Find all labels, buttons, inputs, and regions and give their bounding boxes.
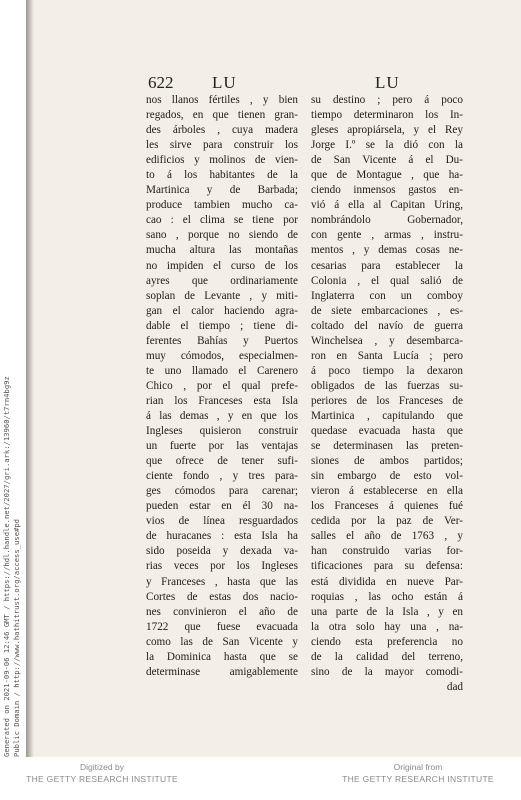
- text-line: Chico , por el qual prefe-: [146, 379, 298, 392]
- text-line: siones de ambos partidos;: [311, 455, 463, 468]
- text-line: obligados de las fuerzas su-: [311, 379, 463, 392]
- text-line: 1722 que fuese evacuada: [146, 620, 298, 633]
- text-line: que de Montague , que ha-: [311, 169, 463, 182]
- text-line: dad: [446, 680, 463, 693]
- text-line: cao : el clima se tiene por: [146, 214, 298, 227]
- text-line: nos llanos fértiles , y bien: [146, 94, 298, 106]
- text-line: vieron á establecerse en ella: [311, 485, 463, 498]
- text-line: edificios y molinos de vien-: [146, 154, 298, 167]
- running-head-right: LU: [375, 73, 400, 92]
- text-line: Inglaterra con un comboy: [311, 289, 463, 302]
- text-line: gleses apropiársela, y el Rey: [311, 124, 463, 137]
- text-line: les sirve para construir los: [146, 139, 298, 152]
- text-line: Martinica y de Barbada;: [146, 184, 298, 197]
- text-line: sino de la mayor comodi-: [311, 665, 463, 678]
- text-line: de la calidad del terreno,: [311, 650, 463, 663]
- text-line: Jorge I.º se la dió con la: [311, 139, 463, 152]
- text-line: periores de los Franceses de: [311, 394, 463, 407]
- text-line: to á los habitantes de la: [146, 169, 298, 182]
- text-line: Colonia , el qual salió de: [311, 274, 463, 287]
- text-line: con gente , armas , instru-: [311, 229, 463, 242]
- text-line: rian los Franceses esta Isla: [146, 394, 298, 407]
- text-line: gan el calor haciendo agra-: [146, 304, 298, 317]
- text-line: un fuerte por las ventajas: [146, 440, 298, 453]
- footer-original-from: [318, 762, 518, 785]
- text-line: dable el tiempo ; tiene di-: [146, 319, 298, 332]
- text-line: los Franceses á quienes fué: [311, 500, 463, 513]
- stamp-line-2: Public Domain / http://www.hathitrust.org/access_use#pd: [12, 519, 21, 757]
- text-line: ciente fondo , y tres para-: [146, 470, 298, 483]
- text-line: cesarias para establecer la: [311, 259, 463, 272]
- text-line: mentos , y demas cosas ne-: [311, 244, 463, 257]
- text-line: produce tambien mucho ca-: [146, 199, 298, 212]
- text-line: se determinasen las preten-: [311, 440, 463, 453]
- text-line: no impiden el curso de los: [146, 259, 298, 272]
- text-line: nes convinieron el año de: [146, 605, 298, 618]
- text-line: Ingleses quisieron construir: [146, 425, 298, 438]
- text-line: á poco tiempo la dexaron: [311, 364, 463, 377]
- left-text-column: [146, 93, 298, 680]
- text-line: Cortes de estas dos nacio-: [146, 590, 298, 603]
- stamp-line-1: Generated on 2021-09-06 12:46 GMT / https://hdl.handle.net/2027/gri.ark:/13960/t7rn4bg9z: [2, 376, 11, 757]
- text-line: han construido varias for-: [311, 545, 463, 558]
- text-line: nombrándolo Gobernador,: [311, 214, 463, 227]
- text-line: te uno llamado el Carenero: [146, 364, 298, 377]
- text-line: ciendo esta preferencia no: [311, 635, 463, 648]
- running-header: [148, 73, 448, 95]
- footer-original-label: Original from: [393, 762, 443, 772]
- text-line: sido poseida y dexada va-: [146, 545, 298, 558]
- text-line: pueden estar en él 30 na-: [146, 500, 298, 513]
- text-line: la Dominica hasta que se: [146, 650, 298, 663]
- generation-stamp: [2, 297, 22, 757]
- text-line: roquias , las ocho están á: [311, 590, 463, 603]
- text-line: una parte de la Isla , y en: [311, 605, 463, 618]
- text-line: soplan de Levante , y miti-: [146, 289, 298, 302]
- text-line: de siete embarcaciones , es-: [311, 304, 463, 317]
- text-line: quedase evacuada hasta que: [311, 425, 463, 438]
- text-line: sano , porque no siendo de: [146, 229, 298, 242]
- text-line: ayres que ordinariamente: [146, 274, 298, 287]
- text-line: tificaciones para su defensa:: [311, 560, 463, 573]
- page-number: 622: [148, 73, 174, 92]
- footer-original-institution: THE GETTY RESEARCH INSTITUTE: [342, 774, 494, 784]
- text-line: como las de San Vicente y: [146, 635, 298, 648]
- text-line: salles el año de 1763 , y: [311, 530, 463, 543]
- text-line: Martinica , capitulando que: [311, 409, 463, 422]
- text-line: mucha altura las montañas: [146, 244, 298, 257]
- text-line: des árboles , cuya madera: [146, 124, 298, 137]
- text-line: determinase amigablemente: [146, 665, 298, 678]
- running-head-left: LU: [212, 73, 237, 92]
- text-line: y Franceses , hasta que las: [146, 575, 298, 588]
- text-line: rias veces por los Ingleses: [146, 560, 298, 573]
- text-line: regados, en que tienen gran-: [146, 109, 298, 122]
- text-line: vios de línea resguardados: [146, 515, 298, 528]
- text-line: ron en Santa Lucía ; pero: [311, 349, 463, 362]
- right-text-column: [311, 93, 463, 695]
- text-line: está dividida en nueve Par-: [311, 575, 463, 588]
- text-line: Winchelsea , y desembarca-: [311, 334, 463, 347]
- text-line: ges cómodos para carenar;: [146, 485, 298, 498]
- text-line: que ofrece de tener sufi-: [146, 455, 298, 468]
- text-line: sin embargo de esto vol-: [311, 470, 463, 483]
- text-line: muy cómodos, especialmen-: [146, 349, 298, 362]
- text-line: cedida por la paz de Ver-: [311, 515, 463, 528]
- text-line: á las demas , y en que los: [146, 409, 298, 422]
- footer: [0, 762, 521, 800]
- page-gutter-shadow: [26, 0, 34, 757]
- text-line: coltado del navío de guerra: [311, 319, 463, 332]
- text-line: ciendo inmensos gastos en-: [311, 184, 463, 197]
- text-line: ferentes Bahías y Puertos: [146, 334, 298, 347]
- text-line: de huracanes : esta Isla ha: [146, 530, 298, 543]
- text-line: de San Vicente á el Du-: [311, 154, 463, 167]
- text-line: tiempo determinaron los In-: [311, 109, 463, 122]
- text-line: vió á ella al Capitan Uring,: [311, 199, 463, 212]
- text-line: su destino ; pero á poco: [311, 94, 463, 106]
- text-line: la otra solo hay una , na-: [311, 620, 463, 633]
- footer-digitized-institution: THE GETTY RESEARCH INSTITUTE: [26, 774, 178, 784]
- footer-digitized-label: Digitized by: [80, 762, 124, 772]
- footer-digitized-by: [2, 762, 202, 785]
